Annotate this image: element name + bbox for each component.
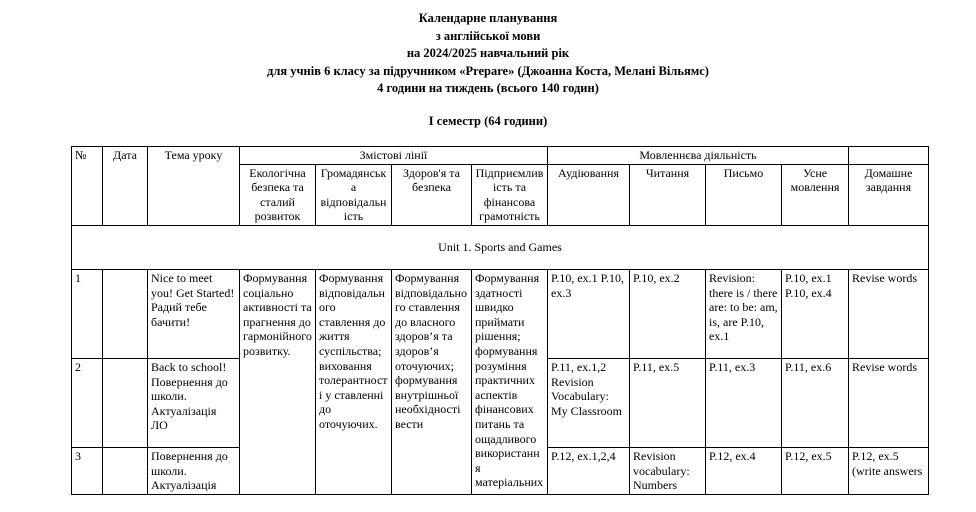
content-line-health: Формування відповідального ставлення до власного здоров’я та здоров’я оточуючих; формування внутрішньої необхідності вести (392, 269, 472, 494)
header-speaking: Усне мовлення (782, 164, 849, 225)
planning-table (71, 146, 929, 495)
row-number: 3 (72, 447, 103, 494)
header-content-line: Екологічна безпека та сталий розвиток (240, 164, 316, 225)
row-listening: P.10, ex.1 P.10, ex.3 (548, 269, 630, 358)
header-content-line: Громадянська відповідальність (316, 164, 392, 225)
row-speaking: P.11, ex.6 (782, 358, 849, 447)
heading-line: з англійської мови (435, 28, 541, 43)
header-content-line: Підприємливість та фінансова грамотність (472, 164, 548, 225)
row-speaking: P.10, ex.1 P.10, ex.4 (782, 269, 849, 358)
heading-line: 4 години на тиждень (всього 140 годин) (377, 81, 599, 95)
header-empty (849, 147, 929, 165)
content-line-civic: Формування відповідального ставлення до життя суспільства; виховання толерантності у ставленні до оточуючих. (316, 269, 392, 494)
header-homework: Домашне завдання (849, 164, 929, 225)
row-number: 2 (72, 358, 103, 447)
row-reading: P.10, ex.2 (630, 269, 706, 358)
row-writing: Revision: there is / there are: to be: am, is, are P.10, ex.1 (706, 269, 782, 358)
row-listening: P.12, ex.1,2,4 (548, 447, 630, 494)
header-writing: Письмо (706, 164, 782, 225)
row-number: 1 (72, 269, 103, 358)
row-speaking: P.12, ex.5 (782, 447, 849, 494)
row-topic: Back to school! Повернення до школи. Актуалізація ЛО (148, 358, 240, 447)
unit-title: Unit 1. Sports and Games (72, 225, 929, 269)
row-listening: P.11, ex.1,2 Revision Vocabulary: My Classroom (548, 358, 630, 447)
row-homework: P.12, ex.5 (write answers (849, 447, 929, 494)
header-topic: Тема уроку (148, 147, 240, 226)
row-date (103, 269, 148, 358)
row-topic: Nice to meet you! Get Started! Радий тебе бачити! (148, 269, 240, 358)
row-date (103, 447, 148, 494)
content-line-ecology: Формування соціально активності та прагнення до гармонійного розвитку. (240, 269, 316, 494)
header-listening: Аудіювання (548, 164, 630, 225)
row-date (103, 358, 148, 447)
header-date: Дата (103, 147, 148, 226)
row-reading: Revision vocabulary: Numbers (630, 447, 706, 494)
header-content-line: Здоров'я та безпека (392, 164, 472, 225)
document-heading (0, 10, 976, 98)
row-writing: P.12, ex.4 (706, 447, 782, 494)
row-homework: Revise words (849, 358, 929, 447)
row-homework: Revise words (849, 269, 929, 358)
row-writing: P.11, ex.3 (706, 358, 782, 447)
header-speech-activity: Мовленнєва діяльність (548, 147, 849, 165)
header-reading: Читання (630, 164, 706, 225)
row-reading: P.11, ex.5 (630, 358, 706, 447)
row-topic: Повернення до школи. Актуалізація (148, 447, 240, 494)
table-row (72, 269, 929, 358)
heading-line: для учнів 6 класу за підручником «Prepare» (Джоанна Коста, Мелані Вільямс) (267, 63, 709, 78)
header-content-lines: Змістові лінії (240, 147, 548, 165)
heading-line: на 2024/2025 навчальний рік (406, 46, 570, 60)
semester-title: І семестр (64 години) (428, 114, 548, 128)
content-line-finance: Формування здатності швидко приймати рішення; формування розуміння практичних аспектів фінансових питань та ощадливого використання матеріальних (472, 269, 548, 494)
header-number: № (72, 147, 103, 226)
heading-line: Календарне планування (418, 11, 558, 25)
